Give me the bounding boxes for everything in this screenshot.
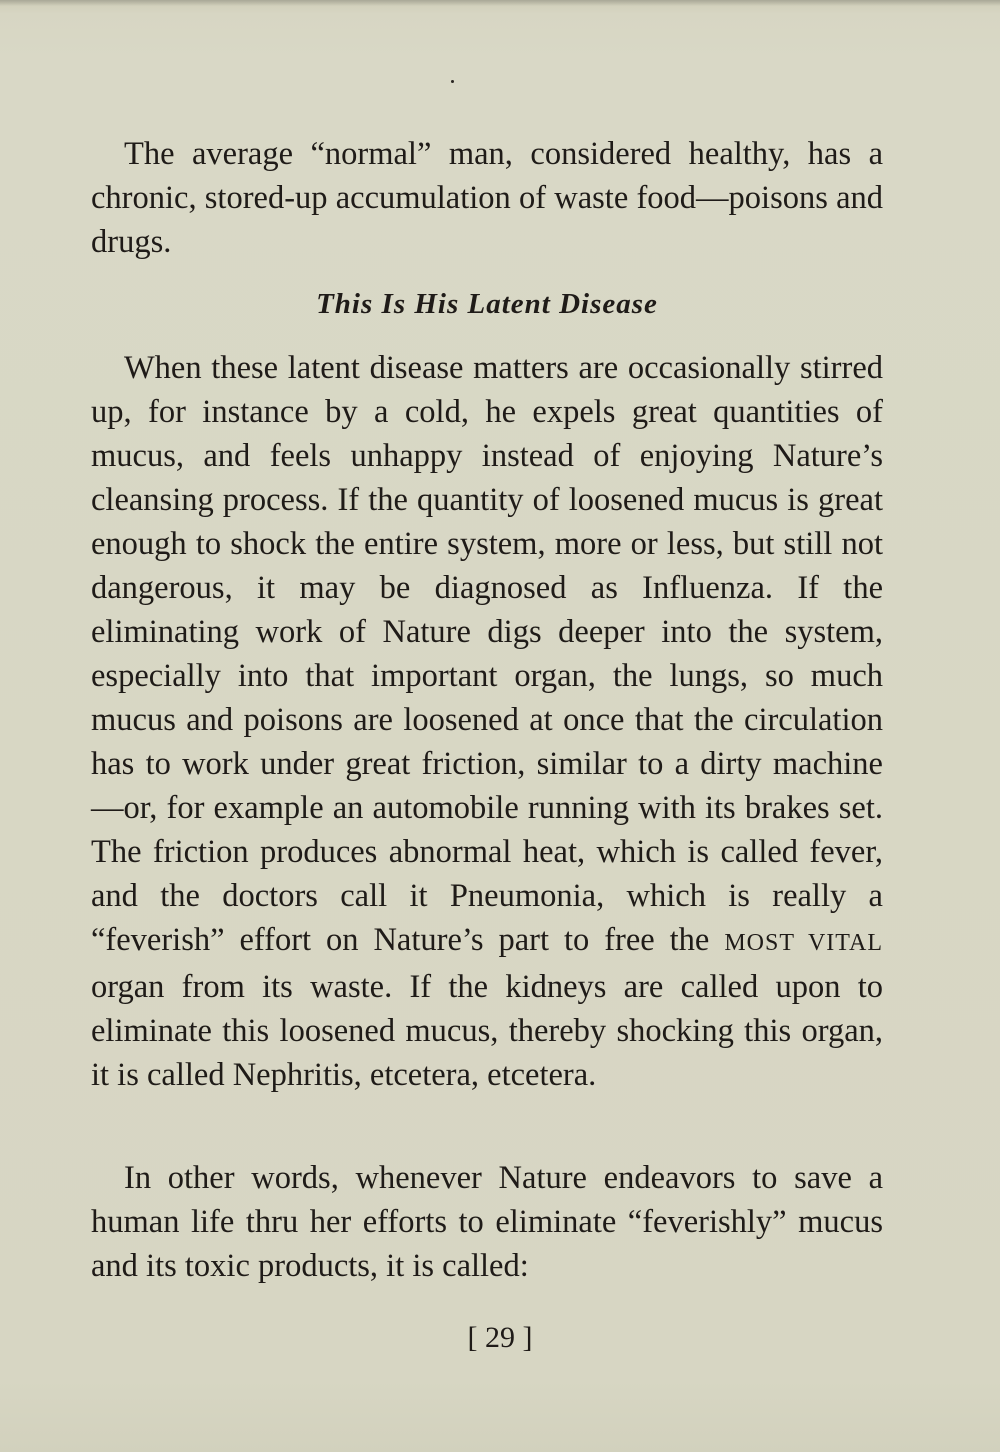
paragraph-in-other-words: In other words, whenever Nature endeavors to save a human life thru her efforts to eliminate “feverishly” mucus and its toxic products, it is called: (91, 1160, 883, 1284)
page-number: [ 29 ] (467, 1321, 533, 1354)
paragraph-text-part-2: organ from its waste. If the kidneys are called upon to eliminate this loosened mucus, thereby shocking this organ, it is called Nephritis, etcetera, etcetera. (91, 969, 883, 1093)
paragraph-latent-disease (91, 346, 883, 1097)
section-heading: This Is His Latent Disease (316, 288, 658, 320)
paragraph-text-part-1: When these latent disease matters are occasionally stirred up, for instance by a cold, he expels great quantities of mucus, and feels unhappy instead of enjoying Nature’s cleansing process. If the quantity of loosened mucus is great enough to shock the entire system, more or less, but still not dangerous, it may be diagnosed as Influenza. If the eliminating work of Nature digs deeper into the system, especially into that important organ, the lungs, so much mucus and poisons are loosened at once that the circulation has to work under great friction, similar to a dirty machine—or, for example an automobile running with its brakes set. The friction produces abnormal heat, which is called fever, and the doctors call it Pneumonia, which is really a “feverish” effort on Nature’s part to free the (91, 350, 883, 958)
page-top-edge (0, 0, 1000, 6)
paragraph-normal-man: The average “normal” man, considered healthy, has a chronic, stored-up accumulation of waste food—poisons and drugs. (91, 136, 883, 260)
small-caps-emphasis: MOST VITAL (724, 930, 884, 956)
printer-mark (451, 80, 454, 83)
